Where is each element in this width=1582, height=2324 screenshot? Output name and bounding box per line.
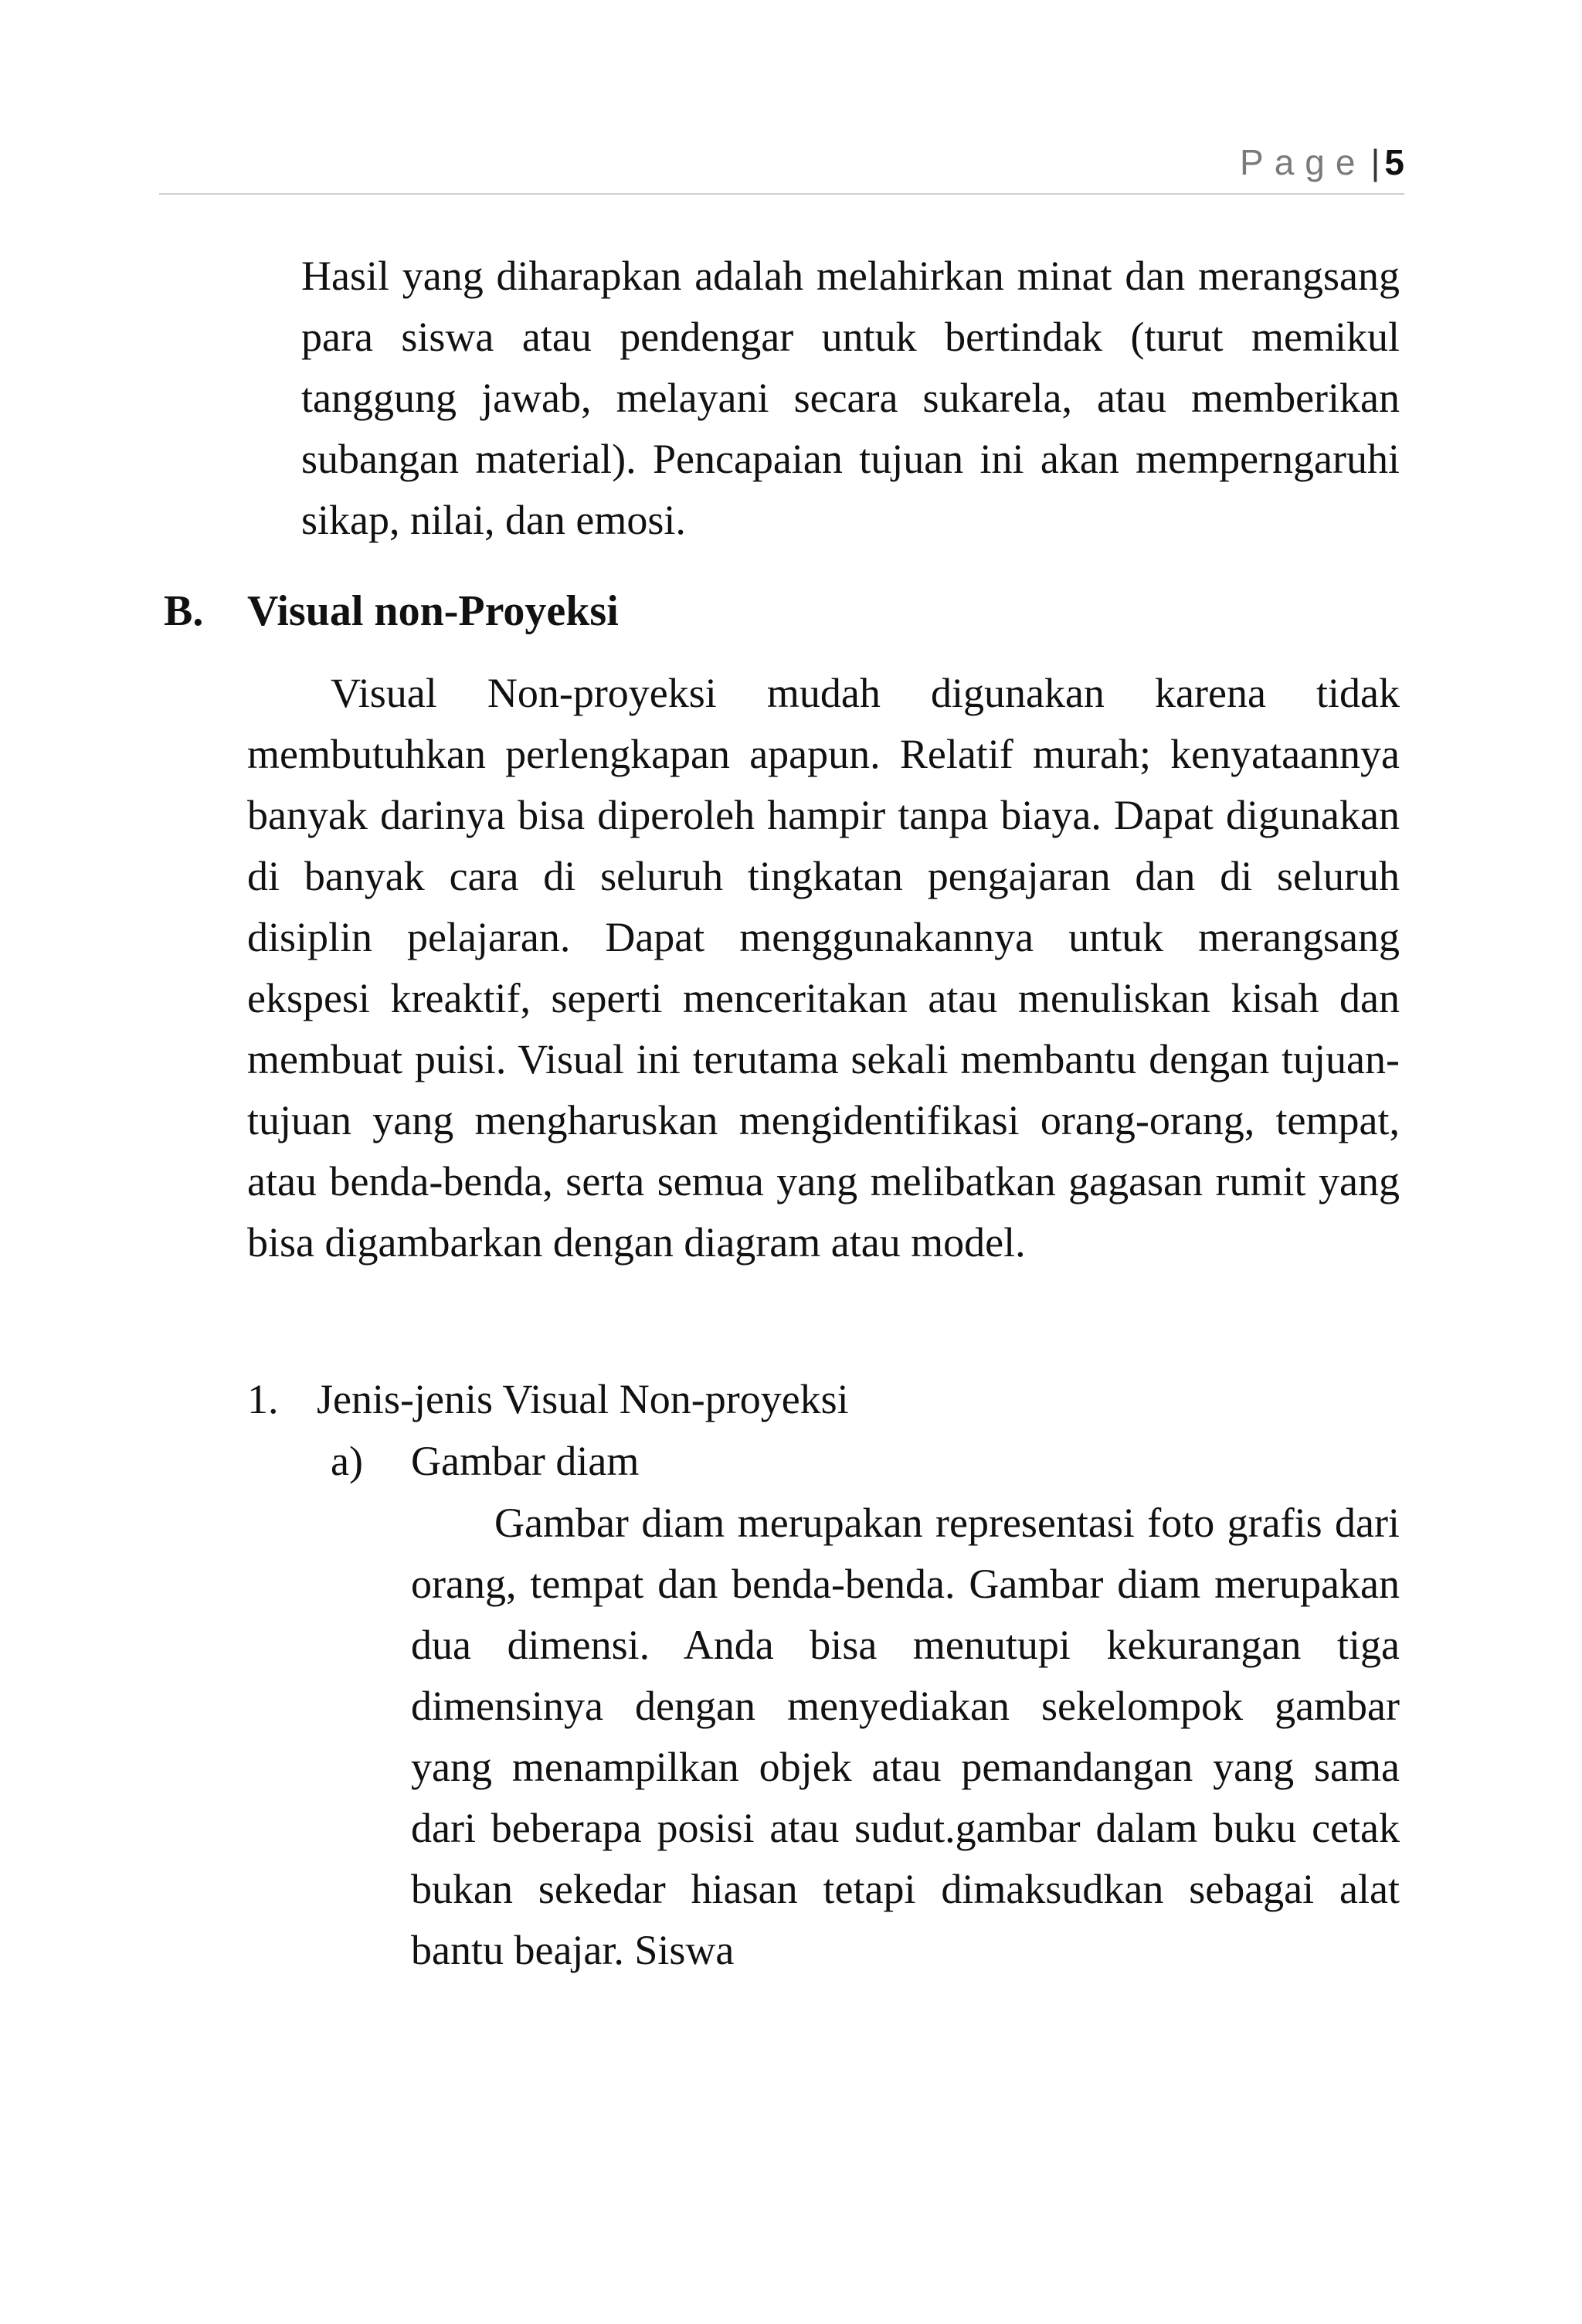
section-letter: B. (164, 587, 204, 635)
list-item-title: Jenis-jenis Visual Non-proyeksi (317, 1376, 849, 1422)
section-heading (164, 581, 619, 642)
page-indicator (1240, 139, 1404, 185)
section-title: Visual non-Proyeksi (247, 587, 619, 635)
list-item-number: 1. (247, 1376, 279, 1422)
list-item (247, 1369, 849, 1430)
sub-list-letter: a) (331, 1438, 363, 1484)
sub-list-item (331, 1431, 639, 1492)
sub-list-paragraph: Gambar diam merupakan representasi foto grafis dari orang, tempat dan benda-benda. Gambar diam merupakan dua dimensi. Anda bisa menutupi kekurangan tiga dimensinya dengan menyediakan sekelompok gambar yang menampilkan objek atau pemandangan yang sama dari beberapa posisi atau sudut.gambar dalam buku cetak bukan sekedar hiasan tetapi dimaksudkan sebagai alat bantu beajar. Siswa (411, 1500, 1400, 1973)
page-label: Page (1240, 142, 1366, 182)
page-header (159, 139, 1404, 195)
page-separator: | (1370, 142, 1380, 182)
section-paragraph: Visual Non-proyeksi mudah digunakan karena tidak membutuhkan perlengkapan apapun. Relatif murah; kenyataannya banyak darinya bisa diperoleh hampir tanpa biaya. Dapat digunakan di banyak cara di seluruh tingkatan pengajaran dan di seluruh disiplin pelajaran. Dapat menggunakannya untuk merangsang ekspesi kreaktif, seperti menceritakan atau menuliskan kisah dan membuat puisi. Visual ini terutama sekali membantu dengan tujuan-tujuan yang mengharuskan mengidentifikasi orang-orang, tempat, atau benda-benda, serta semua yang melibatkan gagasan rumit yang bisa digambarkan dengan diagram atau model. (247, 670, 1400, 1266)
sub-list-title: Gambar diam (411, 1438, 640, 1484)
intro-paragraph: Hasil yang diharapkan adalah melahirkan minat dan merangsang para siswa atau pendengar untuk bertindak (turut memikul tanggung jawab, melayani secara sukarela, atau memberikan subangan material). Pencapaian tujuan ini akan memperngaruhi sikap, nilai, dan emosi. (301, 253, 1400, 543)
page-number: 5 (1384, 142, 1404, 182)
